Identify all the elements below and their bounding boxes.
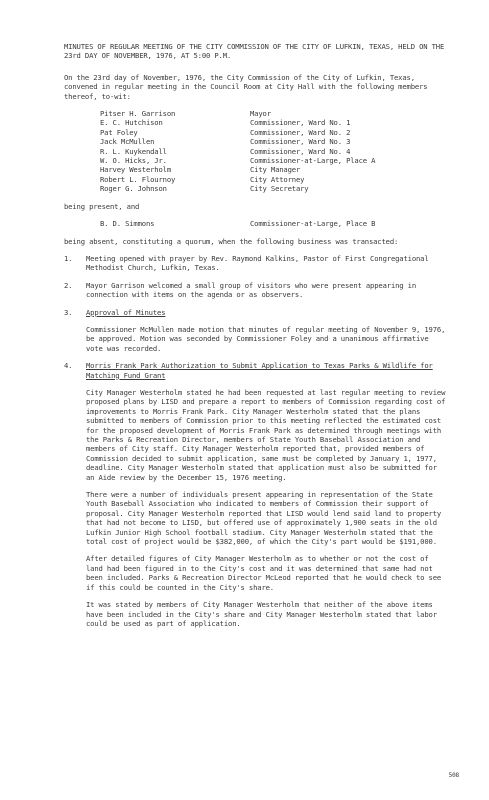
item-heading: Morris Frank Park Authorization to Submit Application to Texas Parks & Wildlife for Matching Fund Grant bbox=[86, 361, 433, 380]
member-role: City Attorney bbox=[250, 174, 305, 184]
agenda-item bbox=[64, 254, 449, 273]
roster-row bbox=[100, 109, 375, 118]
member-role: City Manager bbox=[250, 165, 301, 175]
item-paragraph: Mayor Garrison welcomed a small group of visitors who were present appearing in connection with items on the agenda or as observers. bbox=[86, 280, 417, 300]
member-role: Mayor bbox=[250, 109, 271, 119]
item-paragraph: It was stated by members of City Manager Westerholm that neither of the above items have been included in the City's share and City Manager Westerholm stated that labor could be used as part of application. bbox=[86, 600, 437, 628]
roster-row bbox=[100, 165, 375, 174]
quorum-line: being absent, constituting a quorum, when the following business was transacted: bbox=[64, 236, 399, 246]
item-number: 1. bbox=[64, 253, 73, 263]
roster-row bbox=[100, 128, 375, 137]
present-line: being present, and bbox=[64, 201, 140, 211]
member-role: Commissioner, Ward No. 1 bbox=[250, 118, 351, 128]
agenda-item bbox=[64, 308, 449, 354]
member-name: Robert L. Flournoy bbox=[100, 174, 176, 184]
members-present-table bbox=[100, 109, 375, 194]
member-name: B. D. Simmons bbox=[100, 219, 155, 229]
member-name: Pitser H. Garrison bbox=[100, 109, 176, 119]
roster-row bbox=[100, 175, 375, 184]
roster-row bbox=[100, 184, 375, 193]
item-paragraph: There were a number of individuals present appearing in representation of the State Youth Baseball Association who indicated to members of Commission their support of proposal. City Manager Westerholm reported that LISD would lend said land to property that had not become to LISD, but offered use of approximately 1,900 seats in the old Lufkin Junior High School football stadium. City Manager Westerholm stated that the total cost of project would be $382,000, of which the City's part would be $191,000. bbox=[86, 490, 442, 547]
member-role: Commissioner, Ward No. 3 bbox=[250, 137, 351, 147]
item-number: 4. bbox=[64, 361, 73, 371]
member-role: Commissioner, Ward No. 2 bbox=[250, 127, 351, 137]
member-name: Roger G. Johnson bbox=[100, 184, 167, 194]
member-name: Jack McMullen bbox=[100, 137, 155, 147]
item-heading: Approval of Minutes bbox=[86, 307, 166, 317]
agenda-items bbox=[64, 254, 449, 636]
member-name: Harvey Westerholm bbox=[100, 165, 172, 175]
roster-row bbox=[100, 147, 375, 156]
item-number: 3. bbox=[64, 307, 73, 317]
member-role: City Secretary bbox=[250, 184, 309, 194]
roster-row bbox=[100, 156, 375, 165]
member-name: Pat Foley bbox=[100, 127, 138, 137]
item-paragraph: After detailed figures of City Manager Westerholm as to whether or not the cost of land had been figured in to the City's cost and it was determined that same had not been included. Parks & Recreation Director McLeod reported that he would check to see if this could be counted in the City's share. bbox=[86, 554, 442, 592]
roster-row bbox=[100, 219, 375, 228]
member-name: R. L. Kuykendall bbox=[100, 146, 167, 156]
member-name: E. C. Hutchison bbox=[100, 118, 163, 128]
member-role: Commissioner-at-Large, Place A bbox=[250, 156, 376, 166]
members-absent-table bbox=[100, 219, 375, 228]
agenda-item bbox=[64, 361, 449, 628]
member-role: Commissioner, Ward No. 4 bbox=[250, 146, 351, 156]
member-role: Commissioner-at-Large, Place B bbox=[250, 219, 376, 229]
item-paragraph: Commissioner McMullen made motion that minutes of regular meeting of November 9, 1976, be approved. Motion was seconded by Commissioner Foley and a unanimous affirmative vote was recorded. bbox=[86, 324, 446, 353]
document-title: MINUTES OF REGULAR MEETING OF THE CITY COMMISSION OF THE CITY OF LUFKIN, TEXAS, HELD ON THE 23rd DAY OF NOVEMBER, 1976, AT 5:00 P.M. bbox=[64, 42, 449, 61]
item-paragraph: City Manager Westerholm stated he had been requested at last regular meeting to review proposed plans by LISD and prepare a report to members of Commission regarding cost of improvements to Morris Frank Park. City Manager Westerholm stated that the plans submitted to members of Commission prior to this meeting reflected the estimated cost for the proposed development of Morris Frank Park as determined through meetings with the Parks & Recreation Director, members of State Youth Baseball Association and members of City staff. City Manager Westerholm reported that, provided members of Commission decided to submit application, same must be completed by January 1, 1977, deadline. City Manager Westerholm stated that application must also be submitted for an Aide review by the December 15, 1976 meeting. bbox=[86, 387, 446, 482]
item-number: 2. bbox=[64, 280, 73, 290]
roster-row bbox=[100, 118, 375, 127]
roster-row bbox=[100, 137, 375, 146]
intro-paragraph: On the 23rd day of November, 1976, the City Commission of the City of Lufkin, Texas, convened in regular meeting in the Council Room at City Hall with the following members thereof, to-wit: bbox=[64, 72, 428, 101]
agenda-item bbox=[64, 281, 449, 300]
item-paragraph: Meeting opened with prayer by Rev. Raymond Kalkins, Pastor of First Congregational Methodist Church, Lufkin, Texas. bbox=[86, 253, 429, 273]
member-name: W. O. Hicks, Jr. bbox=[100, 156, 167, 166]
page-number: 508 bbox=[448, 771, 459, 779]
